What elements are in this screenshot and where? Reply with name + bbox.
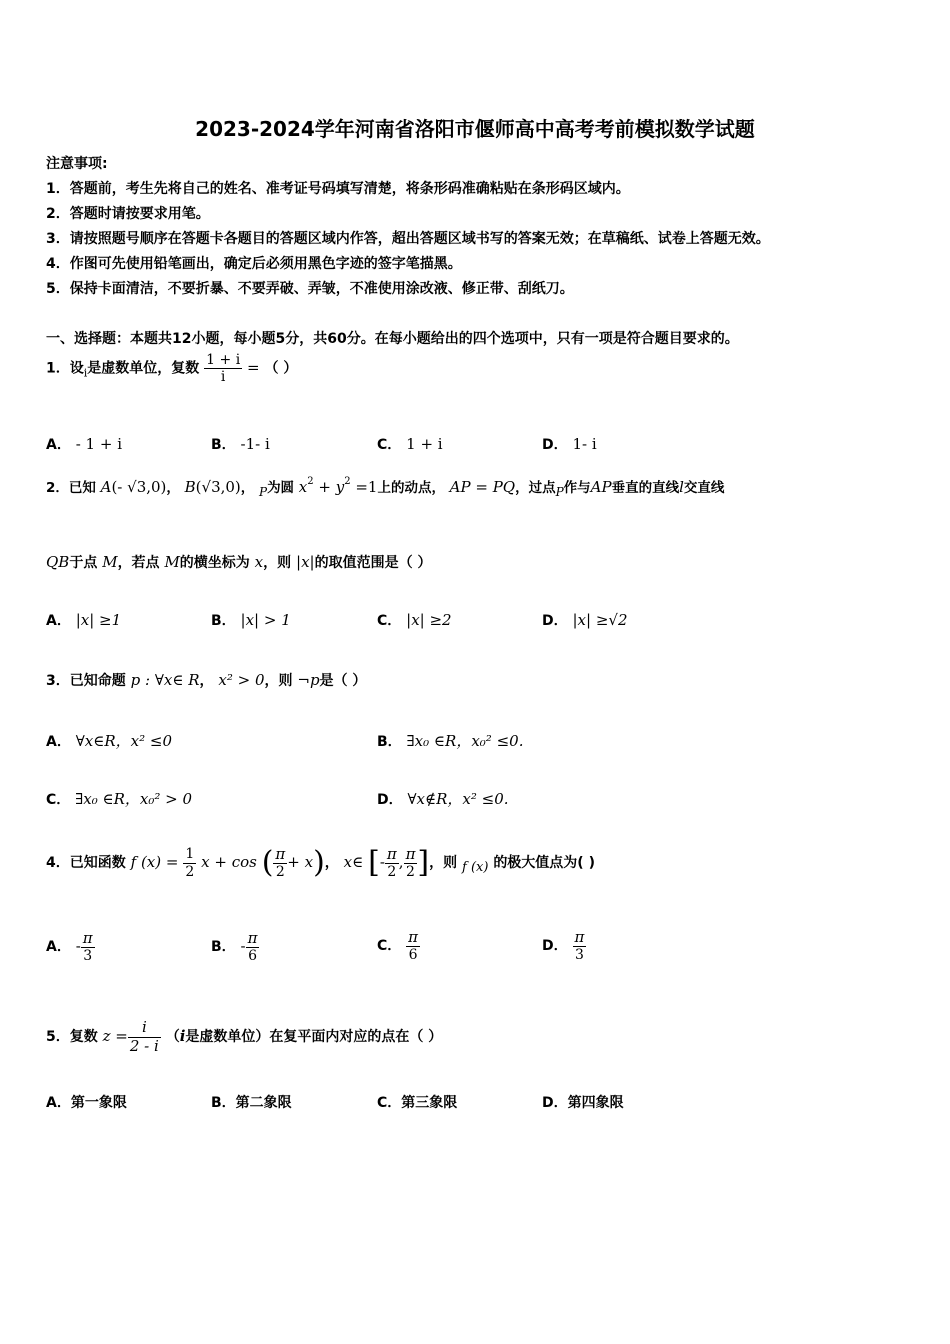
q2-math: QB xyxy=(46,553,70,571)
q1-option-a xyxy=(46,434,122,454)
question-2-line2 xyxy=(46,552,431,572)
frac-den: 2 xyxy=(387,864,397,881)
note-item: 2．答题时请按要求用笔。 xyxy=(46,206,210,222)
q4-option-b xyxy=(211,926,259,967)
q5-math: i xyxy=(179,1027,186,1045)
q3-option-d xyxy=(377,788,509,809)
option-label: B． xyxy=(211,613,236,629)
q2-option-d xyxy=(542,610,628,630)
q2-text: ，过点 xyxy=(515,480,556,496)
q3-option-b xyxy=(377,730,523,751)
q2-math: 2 xyxy=(344,476,351,487)
q4-math: , xyxy=(398,853,404,871)
q5-option-b xyxy=(211,1092,292,1112)
q4-option-a xyxy=(46,926,95,967)
q4-math: - xyxy=(379,853,385,871)
q2-text: 的取值范围是（ ） xyxy=(314,555,432,571)
option-label: C． xyxy=(46,792,71,808)
q2-math: 2 xyxy=(307,476,314,487)
q2-option-b xyxy=(211,610,291,630)
note-item: 3．请按照题号顺序在答题卡各题目的答题区域内作答，超出答题区域书写的答案无效；在草稿纸、试卷上答题无效。 xyxy=(46,231,770,247)
q3-math: ¬p xyxy=(297,671,320,689)
frac-den: 6 xyxy=(248,948,258,965)
q1-mid: 是虚数单位，复数 xyxy=(87,360,200,377)
q2-text: 作与 xyxy=(563,480,591,496)
q3-math: p : ∀x∈ R xyxy=(130,671,200,689)
option-text: ∀x∈R，x² ≤0 xyxy=(75,732,172,750)
option-text: 第四象限 xyxy=(567,1095,624,1111)
option-sign: - xyxy=(240,937,246,955)
q2-text: ，若点 xyxy=(117,555,160,571)
q4-math: + x xyxy=(287,853,314,871)
q1-blank: （ ） xyxy=(264,360,298,377)
q2-math: =1 xyxy=(350,478,378,496)
q2-math: + xyxy=(313,478,336,496)
option-label: A． xyxy=(46,613,71,629)
option-label: A． xyxy=(46,734,71,750)
option-label: C． xyxy=(377,938,402,954)
q2-text: ， xyxy=(166,480,180,496)
q5-math: z = xyxy=(102,1027,128,1045)
note-item: 1．答题前，考生先将自己的姓名、准考证号码填写清楚，将条形码准确粘贴在条形码区域内。 xyxy=(46,181,630,197)
q1-i: i xyxy=(83,366,88,380)
q5-text: （ xyxy=(165,1029,180,1045)
option-text: 第一象限 xyxy=(70,1095,127,1111)
frac-den: 2 - i xyxy=(129,1036,159,1055)
q4-math: x + cos xyxy=(201,853,257,871)
option-label: D． xyxy=(377,792,403,808)
option-label: A． xyxy=(46,437,71,453)
frac-den: 3 xyxy=(83,948,93,965)
q5-text: 5．复数 xyxy=(46,1029,98,1045)
option-text: ∀x∉R，x² ≤0. xyxy=(407,790,509,808)
left-bracket: [ xyxy=(368,845,380,880)
option-label: B． xyxy=(211,1095,236,1111)
q4-option-c xyxy=(377,926,420,966)
frac-den: 3 xyxy=(574,947,584,964)
option-label: B． xyxy=(211,437,236,453)
option-text: |x| ≥1 xyxy=(75,611,122,629)
right-bracket: ] xyxy=(417,845,430,880)
frac-num: 1 xyxy=(185,846,195,863)
q2-math: A xyxy=(100,478,112,496)
q2-math: P xyxy=(258,485,268,499)
q2-text: 垂直的直线 xyxy=(611,480,680,496)
q2-option-a xyxy=(46,610,121,630)
q2-text: ，则 xyxy=(263,555,292,571)
q2-math: M xyxy=(164,553,180,571)
option-text: 第二象限 xyxy=(235,1095,292,1111)
q2-text: 的横坐标为 xyxy=(179,555,250,571)
question-2-line1 xyxy=(46,476,724,499)
q4-text: 4．已知函数 xyxy=(46,855,126,871)
option-frac xyxy=(573,929,587,963)
q4-math: x∈ xyxy=(343,853,364,871)
q1-fraction xyxy=(204,352,242,385)
question-3 xyxy=(46,670,366,690)
q5-fraction xyxy=(128,1019,161,1055)
right-paren: ) xyxy=(313,845,325,880)
question-1 xyxy=(46,352,297,385)
q4-frac-pi2 xyxy=(273,846,287,880)
option-text: -1- i xyxy=(240,435,270,453)
page-title: 2023-2024学年河南省洛阳市偃师高中高考考前模拟数学试题 xyxy=(195,117,755,141)
option-label: D． xyxy=(542,938,568,954)
q1-option-c xyxy=(377,434,443,454)
q4-text: ， xyxy=(324,855,339,871)
option-label: B． xyxy=(377,734,402,750)
frac-den: 6 xyxy=(408,947,418,964)
option-label: C． xyxy=(377,613,402,629)
frac-den: 2 xyxy=(275,864,285,881)
option-text: |x| ≥√2 xyxy=(572,611,628,629)
frac-den: 2 xyxy=(406,864,415,881)
option-label: A． xyxy=(46,1095,71,1111)
option-frac xyxy=(81,930,95,964)
q2-math: M xyxy=(102,553,118,571)
q3-math: x² > 0 xyxy=(218,671,265,689)
q2-math: (√3,0) xyxy=(195,478,241,496)
option-sign: - xyxy=(75,937,81,955)
q1-den: i xyxy=(220,369,226,386)
q2-math: x xyxy=(254,553,264,571)
q3-text: 3．已知命题 xyxy=(46,673,126,689)
q2-math: y xyxy=(335,478,345,496)
q4-option-d xyxy=(542,926,586,966)
q2-math: AP xyxy=(590,478,612,496)
q4-frac-pi2b xyxy=(404,846,418,880)
q1-num: 1 + i xyxy=(206,352,241,368)
q2-math: B xyxy=(184,478,196,496)
option-text: 第三象限 xyxy=(401,1095,458,1111)
q1-option-d xyxy=(542,434,597,454)
frac-num: π xyxy=(386,844,397,863)
q3-text: ，则 xyxy=(264,673,293,689)
q2-math: P xyxy=(555,485,564,499)
option-text: ∃x₀ ∈R，x₀² > 0 xyxy=(75,790,193,808)
q2-text: 2．已知 xyxy=(46,480,96,496)
q4-frac-half xyxy=(183,846,196,879)
q5-option-d xyxy=(542,1092,624,1112)
q4-text: 的极大值点为( ) xyxy=(493,855,595,871)
left-paren: ( xyxy=(261,845,274,880)
q2-text: 为圆 xyxy=(267,480,295,496)
q2-text: 于点 xyxy=(69,555,98,571)
question-5 xyxy=(46,1012,442,1061)
option-label: D． xyxy=(542,613,568,629)
frac-num: i xyxy=(128,1019,161,1037)
q2-text: 上的动点， xyxy=(377,480,445,496)
option-label: A． xyxy=(46,939,71,955)
option-text: 1 + i xyxy=(406,435,443,453)
note-item: 4．作图可先使用铅笔画出，确定后必须用黑色字迹的签字笔描黑。 xyxy=(46,256,462,272)
frac-num: π xyxy=(574,927,585,946)
note-item: 5．保持卡面清洁，不要折暴、不要弄破、弄皱，不准使用涂改液、修正带、刮纸刀。 xyxy=(46,281,574,297)
q2-math: AP = PQ xyxy=(449,478,516,496)
q1-option-b xyxy=(211,434,270,454)
option-label: C． xyxy=(377,1095,402,1111)
section-heading: 一、选择题：本题共12小题，每小题5分，共60分。在每小题给出的四个选项中，只有一项是符合题目要求的。 xyxy=(46,331,739,347)
option-frac xyxy=(406,929,420,963)
q5-option-c xyxy=(377,1092,457,1112)
option-label: D． xyxy=(542,437,568,453)
option-label: C． xyxy=(377,437,402,453)
option-text: - 1 + i xyxy=(75,435,123,453)
q3-text: ， xyxy=(199,673,214,689)
q1-eq: = xyxy=(247,358,260,377)
notes-heading: 注意事项: xyxy=(46,156,108,172)
q5-option-a xyxy=(46,1092,127,1112)
frac-num: π xyxy=(275,844,286,863)
frac-den: 2 xyxy=(185,863,195,880)
q4-math: f (x) xyxy=(462,860,489,875)
q2-math: (- √3,0) xyxy=(111,478,167,496)
q4-text: ，则 xyxy=(429,855,458,871)
q2-math: |x| xyxy=(296,553,315,571)
q2-math: l xyxy=(679,478,684,496)
frac-num: π xyxy=(247,928,258,947)
frac-num: π xyxy=(408,927,419,946)
question-4 xyxy=(46,838,595,886)
option-frac xyxy=(246,930,260,964)
option-text: 1- i xyxy=(572,435,597,453)
frac-num: π xyxy=(405,844,416,863)
q2-math: x xyxy=(298,478,308,496)
option-label: D． xyxy=(542,1095,568,1111)
q2-option-c xyxy=(377,610,452,630)
frac-num: π xyxy=(82,928,93,947)
q4-math: f (x) = xyxy=(130,853,179,871)
q3-text: 是（ ） xyxy=(319,673,367,689)
option-text: |x| > 1 xyxy=(240,611,291,629)
q3-option-a xyxy=(46,730,172,751)
option-text: ∃x₀ ∈R，x₀² ≤0. xyxy=(406,732,524,750)
option-label: B． xyxy=(211,939,236,955)
q4-frac-neg-pi2 xyxy=(385,846,399,880)
q3-option-c xyxy=(46,788,192,809)
option-text: |x| ≥2 xyxy=(406,611,452,629)
q2-text: ， xyxy=(240,480,255,496)
q1-prefix: 1．设 xyxy=(46,360,84,377)
q5-text: 是虚数单位）在复平面内对应的点在（ ） xyxy=(185,1029,443,1045)
q2-text: 交直线 xyxy=(683,480,725,496)
